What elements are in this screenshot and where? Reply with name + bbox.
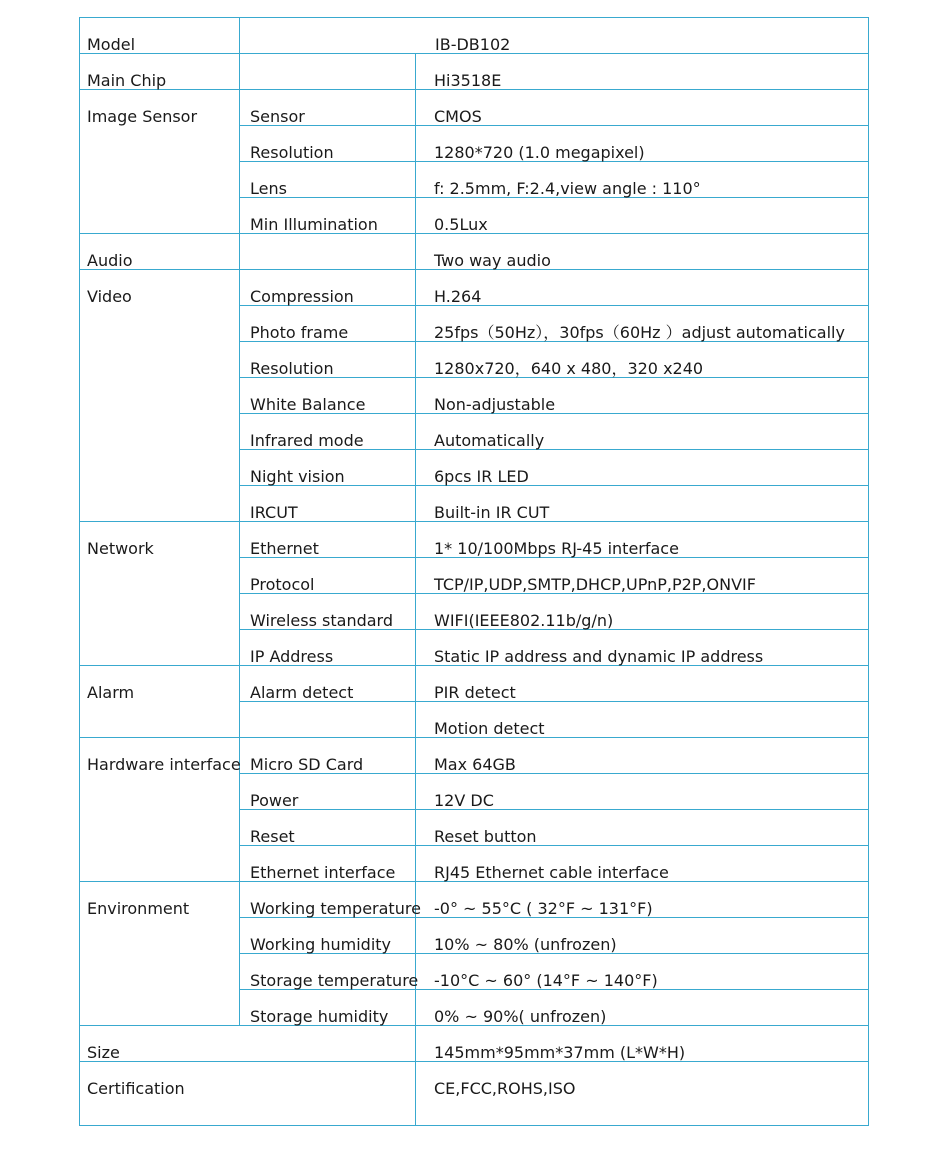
spec-value: IB-DB102 — [435, 35, 511, 54]
column-divider — [239, 233, 240, 269]
spec-item-label: Sensor — [250, 107, 305, 126]
spec-value: TCP/IP,UDP,SMTP,DHCP,UPnP,P2P,ONVIF — [434, 575, 756, 594]
spec-value: H.264 — [434, 287, 482, 306]
category-label: Image Sensor — [87, 107, 198, 126]
spec-item-label: IP Address — [250, 647, 334, 666]
column-divider — [415, 53, 416, 89]
spec-value: -10°C ~ 60° (14°F ~ 140°F) — [434, 971, 658, 990]
category-label: Audio — [87, 251, 133, 270]
spec-item-label: Working humidity — [250, 935, 391, 954]
column-divider — [239, 269, 240, 521]
spec-item-label: Resolution — [250, 359, 334, 378]
spec-item-label: Micro SD Card — [250, 755, 364, 774]
table-border-bottom — [79, 1125, 869, 1126]
spec-value: Automatically — [434, 431, 545, 450]
spec-value: -0° ~ 55°C ( 32°F ~ 131°F) — [434, 899, 653, 918]
spec-item-label: Working temperature — [250, 899, 421, 918]
spec-item-label: IRCUT — [250, 503, 298, 522]
category-label: Hardware interface — [87, 755, 241, 774]
category-label: Certification — [87, 1079, 185, 1098]
spec-item-label: Night vision — [250, 467, 345, 486]
spec-item-label: White Balance — [250, 395, 366, 414]
table-border-top — [79, 17, 869, 18]
spec-item-label: Ethernet interface — [250, 863, 396, 882]
spec-item-label: Photo frame — [250, 323, 349, 342]
spec-item-label: Reset — [250, 827, 295, 846]
spec-value: CE,FCC,ROHS,ISO — [434, 1079, 576, 1098]
spec-value: 1* 10/100Mbps RJ-45 interface — [434, 539, 679, 558]
category-label: Video — [87, 287, 132, 306]
spec-value: 0% ~ 90%( unfrozen) — [434, 1007, 607, 1026]
spec-value: PIR detect — [434, 683, 516, 702]
spec-value: Static IP address and dynamic IP address — [434, 647, 764, 666]
spec-value: 1280*720 (1.0 megapixel) — [434, 143, 645, 162]
spec-value: WIFI(IEEE802.11b/g/n) — [434, 611, 614, 630]
spec-item-label: Resolution — [250, 143, 334, 162]
spec-item-label: Ethernet — [250, 539, 319, 558]
category-label: Network — [87, 539, 154, 558]
spec-value: Hi3518E — [434, 71, 502, 90]
spec-value: Two way audio — [434, 251, 551, 270]
column-divider — [239, 53, 240, 89]
column-divider — [415, 1025, 416, 1061]
spec-value: 25fps（50Hz），30fps（60Hz ）adjust automatically — [434, 323, 845, 342]
spec-value: 1280x720，640 x 480，320 x240 — [434, 359, 704, 378]
category-label: Environment — [87, 899, 190, 918]
table-border-right — [868, 17, 869, 1125]
spec-item-label: Wireless standard — [250, 611, 393, 630]
spec-value: 12V DC — [434, 791, 494, 810]
spec-value: RJ45 Ethernet cable interface — [434, 863, 669, 882]
spec-value: Built-in IR CUT — [434, 503, 550, 522]
table-border-left — [79, 17, 80, 1125]
row-divider — [239, 125, 869, 126]
column-divider — [239, 17, 240, 53]
spec-item-label: Storage humidity — [250, 1007, 389, 1026]
spec-item-label: Infrared mode — [250, 431, 364, 450]
spec-value: f: 2.5mm, F:2.4,view angle : 110° — [434, 179, 701, 198]
spec-item-label: Lens — [250, 179, 287, 198]
spec-item-label: Power — [250, 791, 299, 810]
column-divider — [415, 269, 416, 521]
spec-item-label: Storage temperature — [250, 971, 419, 990]
category-label: Size — [87, 1043, 120, 1062]
spec-value: Reset button — [434, 827, 537, 846]
spec-value: 10% ~ 80% (unfrozen) — [434, 935, 617, 954]
spec-value: Max 64GB — [434, 755, 516, 774]
spec-value: Non-adjustable — [434, 395, 556, 414]
row-divider — [239, 809, 869, 810]
spec-value: Motion detect — [434, 719, 545, 738]
spec-item-label: Min Illumination — [250, 215, 378, 234]
column-divider — [415, 233, 416, 269]
spec-item-label: Compression — [250, 287, 354, 306]
row-divider — [239, 845, 869, 846]
category-label: Main Chip — [87, 71, 167, 90]
spec-item-label: Alarm detect — [250, 683, 354, 702]
category-label: Model — [87, 35, 136, 54]
spec-value: 145mm*95mm*37mm (L*W*H) — [434, 1043, 686, 1062]
category-label: Alarm — [87, 683, 135, 702]
spec-value: CMOS — [434, 107, 482, 126]
spec-value: 0.5Lux — [434, 215, 488, 234]
spec-item-label: Protocol — [250, 575, 315, 594]
column-divider — [415, 1061, 416, 1125]
spec-value: 6pcs IR LED — [434, 467, 529, 486]
